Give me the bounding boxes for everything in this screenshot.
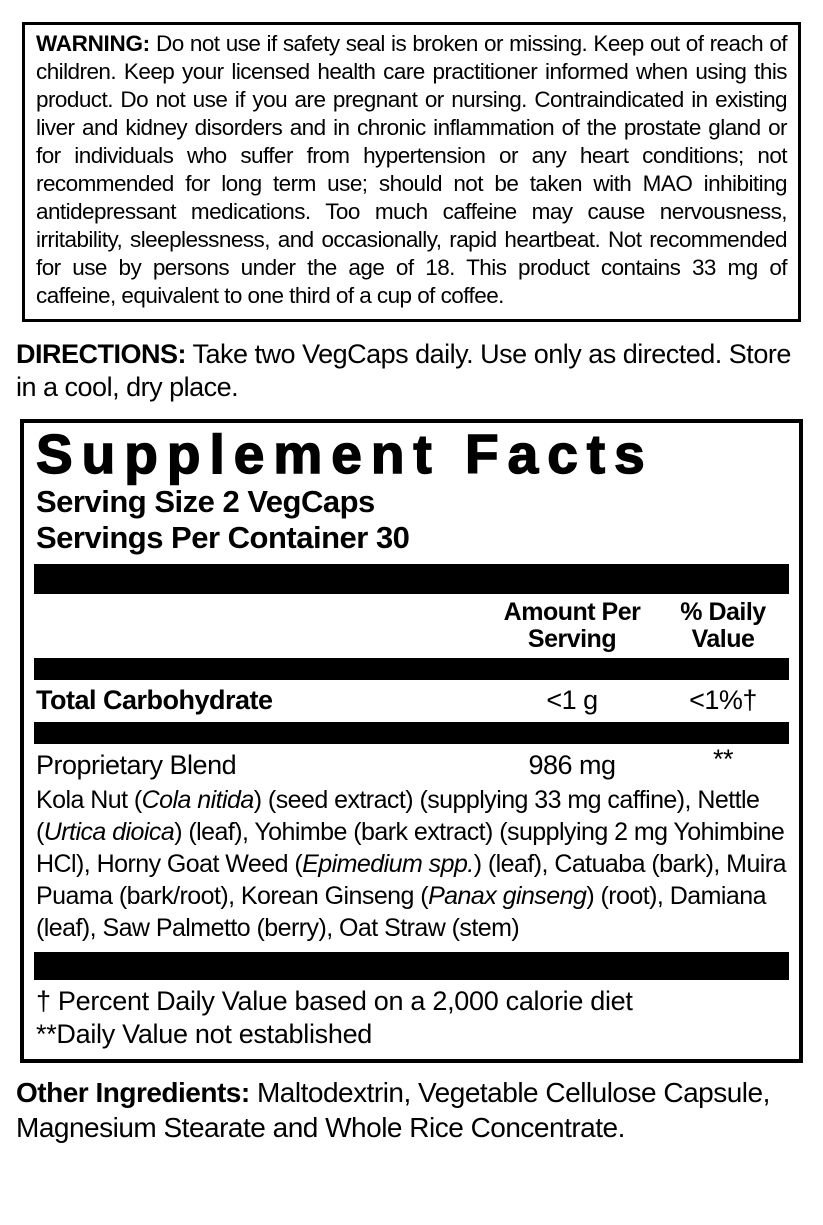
divider-bar-header — [34, 658, 789, 680]
row-proprietary-blend — [34, 744, 789, 781]
nutrient-name: Total Carbohydrate — [36, 685, 273, 715]
warning-text: Do not use if safety seal is broken or missing. Keep out of reach of children. Keep your licensed health care practitioner informed when using this product. Do not use if you are pregnant or nursing. Contraindicated in existing liver and kidney disorders and in chronic inflammation of the prostate gland or for individuals who suffer from hypertension or any heart conditions; not recommended for long term use; should not be taken with MAO inhibiting antidepressant medications. Too much caffeine may cause nervousness, irritability, sleeplessness, and occasionally, rapid heartbeat. Not recommended for use by persons under the age of 18. This product contains 33 mg of caffeine, equivalent to one third of a cup of coffee. — [36, 31, 787, 308]
dv-header-line1: % Daily — [680, 598, 766, 626]
supplement-facts-title: Supplement Facts — [36, 423, 654, 485]
proprietary-blend-ingredients: Kola Nut (Cola nitida) (seed extract) (supplying 33 mg caffine), Nettle (Urtica dioica) (leaf), Yohimbe (bark extract) (supplying 2 mg Yohimbine HCl), Horny Goat Weed (Epimedium spp.) (leaf), Catuaba (bark), Muira Puama (bark/root), Korean Ginseng (Panax ginseng) (root), Damiana (leaf), Saw Palmetto (berry), Oat Straw (stem) — [36, 786, 786, 942]
serving-size: Serving Size 2 VegCaps — [36, 484, 375, 519]
divider-bar-bottom — [34, 952, 789, 980]
footnote-percent-dv: † Percent Daily Value based on a 2,000 calorie diet — [36, 986, 633, 1016]
warning-box — [22, 22, 801, 322]
amount-per-serving-header — [487, 599, 657, 653]
warning-label: WARNING: — [36, 31, 150, 56]
amount-header-line1: Amount Per — [503, 598, 641, 626]
directions-label: DIRECTIONS: — [16, 339, 186, 369]
divider-bar-carbohydrate — [34, 722, 789, 744]
footnote-not-established: **Daily Value not established — [36, 1019, 373, 1049]
directions-paragraph — [16, 338, 797, 404]
row-total-carbohydrate — [34, 685, 789, 716]
facts-header-row — [34, 599, 789, 653]
daily-value-header — [657, 599, 789, 653]
amount-header-line2: Serving — [527, 625, 617, 653]
other-ingredients-text: Maltodextrin, Vegetable Cellulose Capsule, Magnesium Stearate and Whole Rice Concentrate. — [16, 1077, 770, 1143]
nutrient-dv — [657, 744, 789, 781]
nutrient-dv: <1%† — [689, 685, 757, 715]
other-ingredients-paragraph — [16, 1076, 799, 1145]
nutrient-amount: 986 mg — [528, 750, 616, 780]
other-ingredients-label: Other Ingredients: — [16, 1077, 250, 1108]
dv-asterisks: ** — [712, 744, 733, 774]
divider-bar-thick-top — [34, 564, 789, 594]
nutrient-amount: <1 g — [546, 685, 598, 715]
directions-text: Take two VegCaps daily. Use only as directed. Store in a cool, dry place. — [16, 339, 791, 402]
servings-per-container: Servings Per Container 30 — [36, 520, 410, 555]
supplement-facts-panel — [20, 419, 803, 1063]
nutrient-name: Proprietary Blend — [36, 750, 237, 780]
supplement-label-page — [0, 22, 823, 1225]
dv-header-line2: Value — [691, 625, 755, 653]
warning-paragraph — [36, 30, 787, 310]
